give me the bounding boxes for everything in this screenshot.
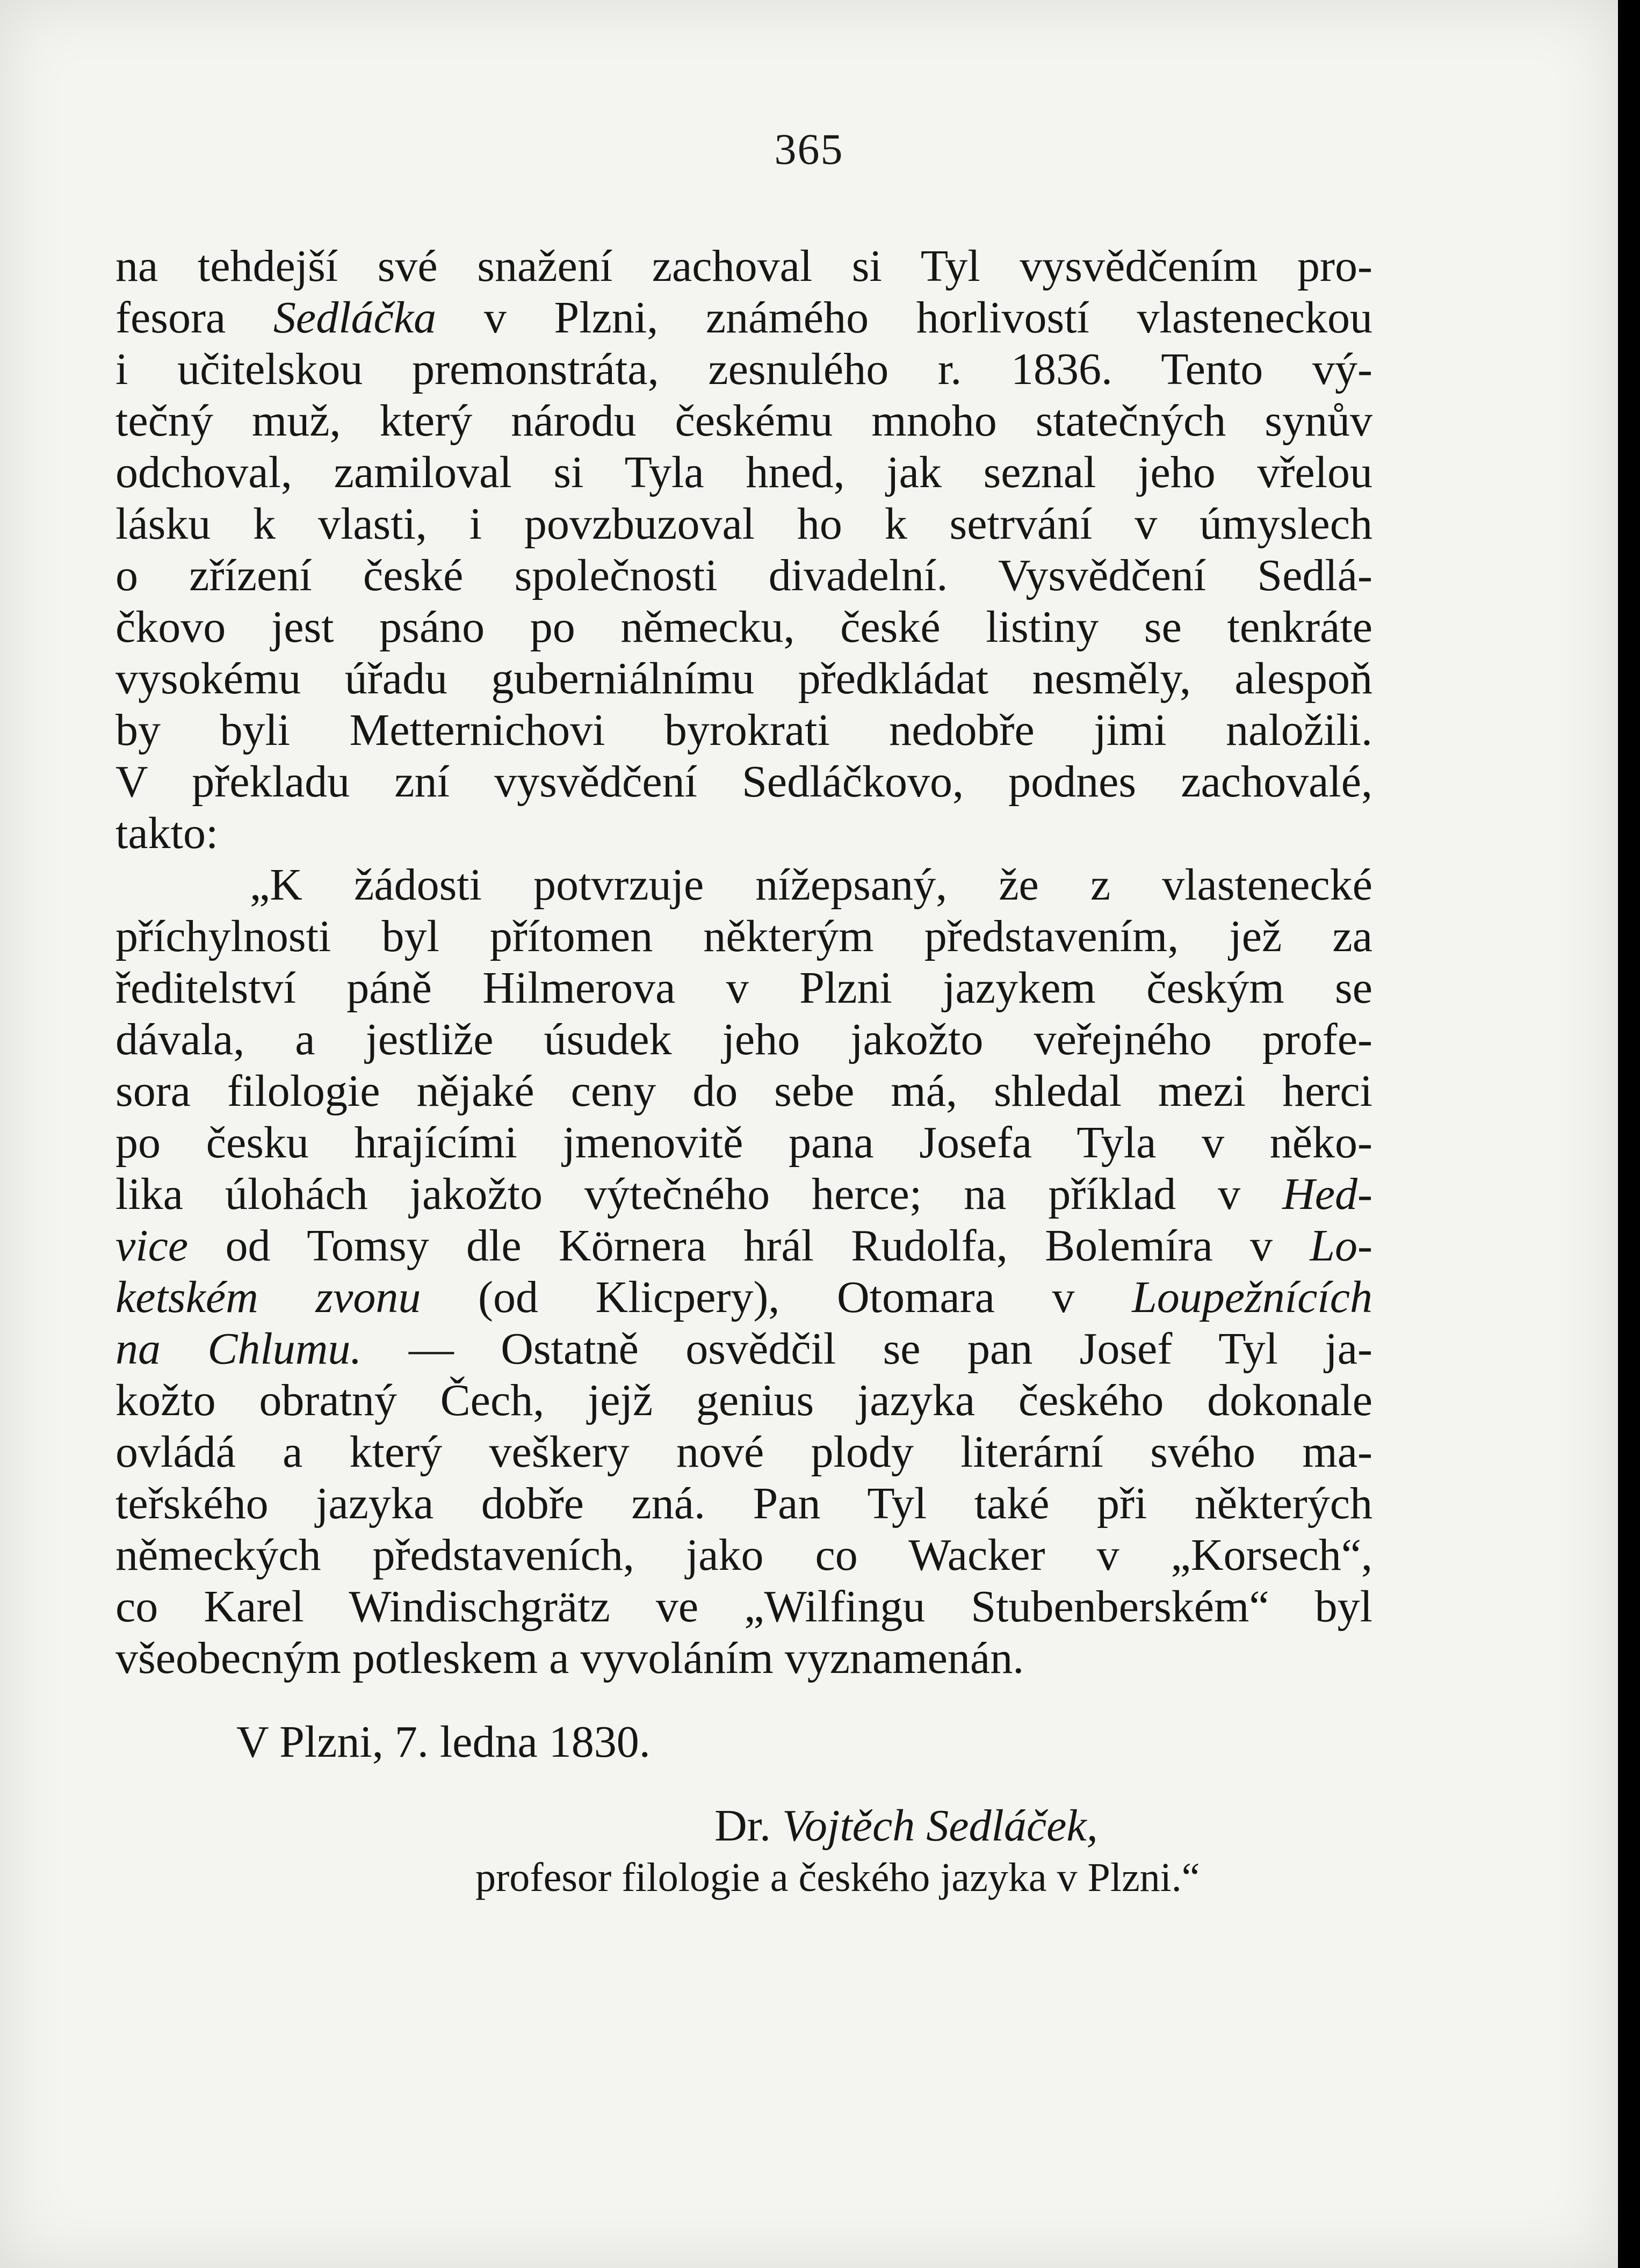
text-line: kožto obratný Čech, jejž genius jazyka českého dokonale: [115, 1375, 1372, 1425]
text-line: na tehdejší své snažení zachoval si Tyl vysvědčením pro-: [115, 241, 1372, 291]
text-line: co Karel Windischgrätz ve „Wilfingu Stubenberském“ byl: [115, 1582, 1372, 1632]
text-line: vice od Tomsy dle Körnera hrál Rudolfa, Bolemíra v Lo-: [115, 1221, 1372, 1271]
italic-run: na Chlumu.: [115, 1324, 362, 1374]
text-line: lásku k vlasti, i povzbuzoval ho k setrvání v úmyslech: [115, 499, 1372, 549]
text-line: příchylnosti byl přítomen některým představením, jež za: [115, 911, 1372, 961]
text-line: čkovo jest psáno po německu, české listiny se tenkráte: [115, 602, 1372, 652]
italic-run: Hed-: [1282, 1169, 1372, 1219]
text-line: teřského jazyka dobře zná. Pan Tyl také při některých: [115, 1479, 1372, 1528]
signature-name: Vojtěch Sedláček,: [782, 1801, 1098, 1851]
text-line: „K žádosti potvrzuje nížepsaný, že z vlastenecké: [250, 860, 1372, 910]
quoted-certificate: [115, 859, 1372, 1684]
body-text: [115, 241, 1372, 1903]
scan-border: [1618, 0, 1640, 2268]
text-line: lika úlohách jakožto výtečného herce; na příklad v Hed-: [115, 1169, 1372, 1219]
text-line: na Chlumu. — Ostatně osvědčil se pan Josef Tyl ja-: [115, 1324, 1372, 1374]
text-line: ketském zvonu (od Klicpery), Otomara v Loupežnících: [115, 1272, 1372, 1322]
text-line: V překladu zní vysvědčení Sedláčkovo, podnes zachovalé,: [115, 757, 1372, 807]
signature-prefix: Dr.: [714, 1801, 782, 1851]
text-line: tečný muž, který národu českému mnoho statečných synův: [115, 396, 1372, 446]
text-line: všeobecným potleskem a vyvoláním vyznamenán.: [115, 1633, 1024, 1683]
text-line: odchoval, zamiloval si Tyla hned, jak seznal jeho vřelou: [115, 447, 1372, 497]
spacer: [115, 1684, 1372, 1716]
text-line: by byli Metternichovi byrokrati nedobře jimi naložili.: [115, 705, 1372, 755]
signature-title: profesor filologie a českého jazyka v Plzni.“: [475, 1855, 1200, 1900]
text-line: ovládá a který veškery nové plody literární svého ma-: [115, 1427, 1372, 1477]
italic-run: Loupežnících: [1132, 1272, 1372, 1322]
italic-run: Sedláčka: [273, 293, 437, 343]
dateline: V Plzni, 7. ledna 1830.: [236, 1717, 651, 1767]
text-line: fesora Sedláčka v Plzni, známého horlivostí vlasteneckou: [115, 293, 1373, 343]
italic-run: vice: [115, 1221, 189, 1271]
spacer: [115, 1768, 1372, 1800]
text-line: takto:: [115, 808, 219, 858]
signature-line: [115, 1800, 1372, 1852]
page-number: 365: [774, 125, 844, 173]
text-line: dávala, a jestliže úsudek jeho jakožto veřejného profe-: [115, 1015, 1372, 1064]
text-line: sora filologie nějaké ceny do sebe má, shledal mezi herci: [115, 1066, 1372, 1116]
text-line: o zřízení české společnosti divadelní. Vysvědčení Sedlá-: [115, 550, 1372, 600]
text-line: německých představeních, jako co Wacker v „Korsech“,: [115, 1530, 1372, 1580]
text-line: i učitelskou premonstráta, zesnulého r. 1836. Tento vý-: [115, 344, 1372, 394]
text-line: vysokému úřadu guberniálnímu předkládat nesměly, alespoň: [115, 654, 1372, 704]
text-line: po česku hrajícími jmenovitě pana Josefa Tyla v něko-: [115, 1118, 1372, 1168]
text-line: ředitelství páně Hilmerova v Plzni jazykem českým se: [115, 963, 1372, 1013]
italic-run: ketském zvonu: [115, 1272, 421, 1322]
paragraph-intro: [115, 241, 1372, 859]
italic-run: Lo-: [1310, 1221, 1372, 1271]
